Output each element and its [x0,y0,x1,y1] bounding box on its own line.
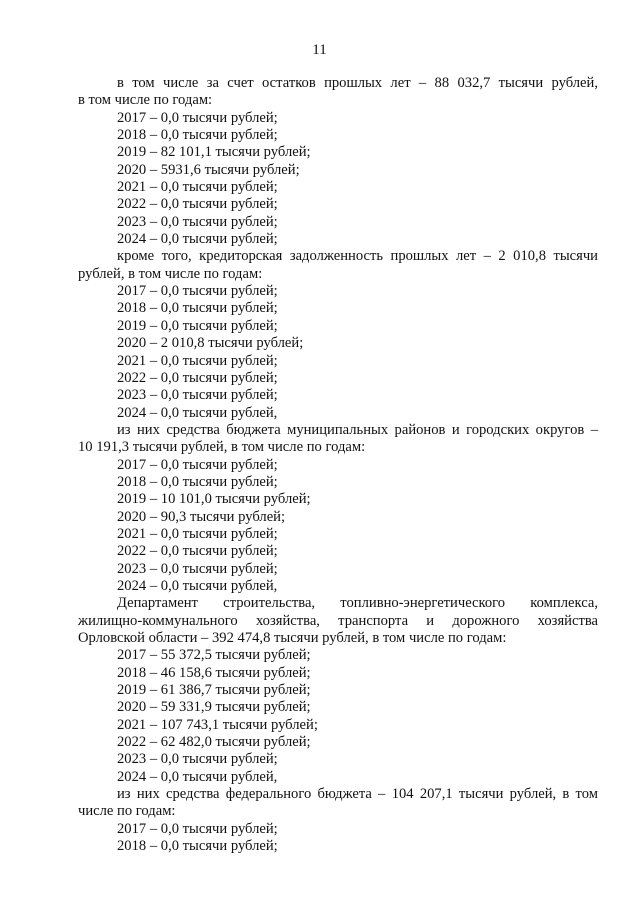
text-line: 2021 – 0,0 тысячи рублей; [117,352,278,369]
text-line: 2017 – 0,0 тысячи рублей; [117,820,278,837]
text-line: 2017 – 0,0 тысячи рублей; [117,283,278,300]
text-line: 2022 – 0,0 тысячи рублей; [117,369,278,386]
text-line: 2018 – 0,0 тысячи рублей; [117,127,278,144]
page-number: 11 [312,42,327,58]
text-line: в том числе за счет остатков прошлых лет – 88 032,7 тысячи рублей, [117,75,598,91]
text-line: 2017 – 0,0 тысячи рублей; [117,109,278,126]
text-line: 2021 – 107 743,1 тысячи рублей; [117,716,318,733]
text-line: 2019 – 0,0 тысячи рублей; [117,317,278,334]
text-line: из них средства бюджета муниципальных районов и городских округов – [117,421,598,438]
text-line: 2018 – 0,0 тысячи рублей; [117,838,278,855]
text-line: 2019 – 82 101,1 тысячи рублей; [117,144,311,161]
text-line: 2017 – 0,0 тысячи рублей; [117,456,278,473]
text-line: 2024 – 0,0 тысячи рублей, [117,404,278,421]
document-body [78,75,598,855]
text-line: 2020 – 59 331,9 тысячи рублей; [117,699,311,716]
text-line: 2020 – 5931,6 тысячи рублей; [117,161,300,178]
text-line: Орловской области – 392 474,8 тысячи рублей, в том числе по годам: [78,630,507,646]
text-line: 2017 – 55 372,5 тысячи рублей; [117,647,311,664]
text-line: 2020 – 2 010,8 тысячи рублей; [117,335,304,352]
text-line: из них средства федерального бюджета – 104 207,1 тысячи рублей, в том [117,786,598,803]
text-line: 2019 – 61 386,7 тысячи рублей; [117,682,311,699]
text-line: 2021 – 0,0 тысячи рублей; [117,179,278,196]
text-line: 2022 – 0,0 тысячи рублей; [117,543,278,560]
text-line: 2023 – 0,0 тысячи рублей; [117,751,278,768]
text-line: 2024 – 0,0 тысячи рублей, [117,577,278,594]
text-line: кроме того, кредиторская задолженность прошлых лет – 2 010,8 тысячи [117,248,598,265]
text-line: 2023 – 0,0 тысячи рублей; [117,387,278,404]
text-line: 2022 – 0,0 тысячи рублей; [117,196,278,213]
text-line: 10 191,3 тысячи рублей, в том числе по годам: [78,439,366,456]
text-line: 2024 – 0,0 тысячи рублей, [117,768,278,785]
text-line: 2019 – 10 101,0 тысячи рублей; [117,491,311,508]
text-line: 2023 – 0,0 тысячи рублей; [117,213,278,230]
text-line: Департамент строительства, топливно-энергетического комплекса, [117,595,598,612]
text-line: 2018 – 46 158,6 тысячи рублей; [117,664,311,681]
text-line: жилищно-коммунального хозяйства, транспорта и дорожного хозяйства [78,612,598,629]
text-line: числе по годам: [78,803,176,820]
text-line: рублей, в том числе по годам: [78,265,263,282]
text-line: 2022 – 62 482,0 тысячи рублей; [117,734,311,751]
text-line: в том числе по годам: [78,92,213,109]
text-line: 2018 – 0,0 тысячи рублей; [117,300,278,317]
text-line: 2021 – 0,0 тысячи рублей; [117,525,278,542]
text-line: 2018 – 0,0 тысячи рублей; [117,473,278,490]
text-line: 2023 – 0,0 тысячи рублей; [117,560,278,577]
text-line: 2024 – 0,0 тысячи рублей; [117,231,278,248]
text-line: 2020 – 90,3 тысячи рублей; [117,508,286,525]
